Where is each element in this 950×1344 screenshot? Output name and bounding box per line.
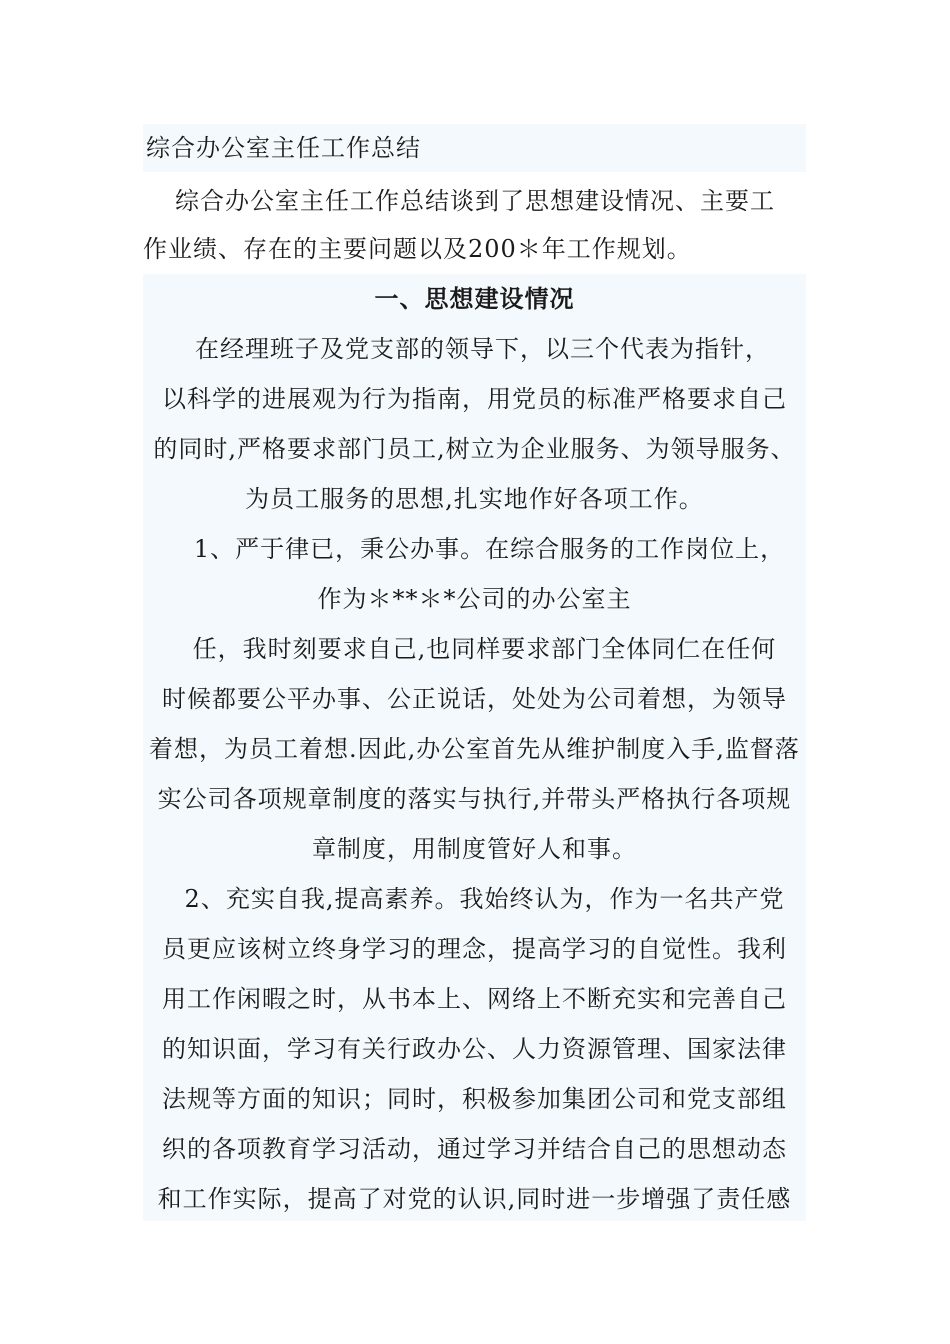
body-line: 用工作闲暇之时，从书本上、网络上不断充实和完善自己 (162, 985, 787, 1013)
body-line: 着想，为员工着想.因此,办公室首先从维护制度入手,监督落 (149, 735, 800, 763)
intro-line: 作业绩、存在的主要问题以及200＊年工作规划。 (143, 235, 692, 263)
intro-paragraph (143, 177, 806, 273)
body-line: 1、严于律已，秉公办事。在综合服务的工作岗位上， (193, 535, 786, 563)
body-line: 时候都要公平办事、公正说话，处处为公司着想，为领导 (162, 685, 787, 713)
body-line: 在经理班子及党支部的领导下，以三个代表为指针， (195, 335, 770, 363)
section-body (143, 274, 806, 1224)
body-line: 任，我时刻要求自己,也同样要求部门全体同仁在任何 (192, 635, 777, 663)
body-line: 员更应该树立终身学习的理念，提高学习的自觉性。我利 (162, 935, 787, 963)
body-line: 2、充实自我,提高素养。我始终认为，作为一名共产党 (184, 885, 785, 913)
body-line: 和工作实际，提高了对党的认识,同时进一步增强了责任感 (157, 1185, 792, 1213)
body-line: 法规等方面的知识；同时，积极参加集团公司和党支部组 (162, 1085, 787, 1113)
body-line: 的同时,严格要求部门员工,树立为企业服务、为领导服务、 (153, 435, 796, 463)
body-line: 的知识面，学习有关行政办公、人力资源管理、国家法律 (162, 1035, 787, 1063)
intro-line: 综合办公室主任工作总结谈到了思想建设情况、主要工 (175, 187, 775, 215)
body-line: 实公司各项规章制度的落实与执行,并带头严格执行各项规 (157, 785, 792, 813)
body-line: 作为＊**＊*公司的办公室主 (317, 585, 632, 613)
body-line: 为员工服务的思想,扎实地作好各项工作。 (245, 485, 704, 513)
body-line: 以科学的进展观为行为指南，用党员的标准严格要求自己 (162, 385, 787, 413)
section-heading: 一、思想建设情况 (374, 284, 575, 313)
body-line: 章制度，用制度管好人和事。 (312, 835, 637, 863)
body-line: 织的各项教育学习活动，通过学习并结合自己的思想动态 (162, 1135, 787, 1163)
document-title: 综合办公室主任工作总结 (146, 134, 421, 162)
